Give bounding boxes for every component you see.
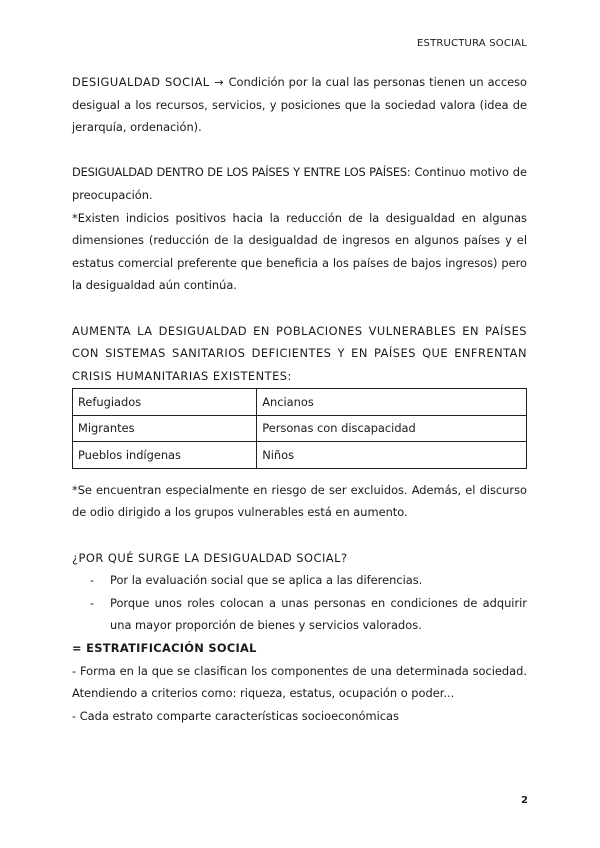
desigualdad-paises-paragraph [72,161,527,206]
table-row [73,442,527,469]
table-cell: Pueblos indígenas [73,442,257,469]
page-header: ESTRUCTURA SOCIAL [417,38,527,49]
page-number: 2 [521,795,528,806]
paragraph-text: Condición por la cual las personas tienen un acceso desigual a los recursos, servicios, y posiciones que la sociedad valora (idea de jerarquía, ordenación). [72,75,527,135]
desigualdad-social-definition [72,71,527,139]
table-row [73,415,527,442]
table-cell: Niños [257,442,527,469]
dash-bullet: - [90,595,95,610]
list-item [72,569,527,592]
estrato-note: - Cada estrato comparte características socioeconómicas [72,708,399,723]
list-item-text: Porque unos roles colocan a unas personas en condiciones de adquirir una mayor proporción de bienes y servicios valorados. [110,595,527,633]
dash-bullet: - [90,573,95,588]
reasons-list [72,569,527,637]
poblaciones-vulnerables-heading: AUMENTA LA DESIGUALDAD EN POBLACIONES VULNERABLES EN PAÍSES CON SISTEMAS SANITARIOS DEFICIENTES Y EN PAÍSES QUE ENFRENTAN CRISIS HUMANITARIAS EXISTENTES: [72,323,527,383]
table-cell: Refugiados [73,389,257,416]
section-heading: DESIGUALDAD SOCIAL → [72,75,229,89]
indicios-note: *Existen indicios positivos hacia la reducción de la desigualdad en algunas dimensiones (reducción de la desigualdad de ingresos en algunos países y el estatus comercial preferente que beneficia a los países de bajos ingresos) pero la desigualdad aún continúa. [72,210,527,293]
estratificacion-heading: = ESTRATIFICACIÓN SOCIAL [72,640,257,655]
por-que-heading: ¿POR QUÉ SURGE LA DESIGUALDAD SOCIAL? [72,550,348,565]
table-row [73,389,527,416]
table-cell: Ancianos [257,389,527,416]
section-heading: DESIGUALDAD DENTRO DE LOS PAÍSES Y ENTRE LOS PAÍSES: [72,165,411,180]
list-item-text: Por la evaluación social que se aplica a las diferencias. [110,573,423,588]
table-cell: Personas con discapacidad [257,415,527,442]
table-cell: Migrantes [73,415,257,442]
paragraph-text: Continuo motivo de preocupación. [72,165,528,202]
list-item [72,592,527,637]
estratificacion-definition: - Forma en la que se clasifican los componentes de una determinada sociedad. Atendiendo a criterios como: riqueza, estatus, ocupación o poder... [72,663,527,701]
page-content [72,71,527,727]
vulnerable-groups-table [72,388,527,469]
riesgo-note: *Se encuentran especialmente en riesgo de ser excluidos. Además, el discurso de odio dirigido a los grupos vulnerables está en aumento. [72,482,527,520]
